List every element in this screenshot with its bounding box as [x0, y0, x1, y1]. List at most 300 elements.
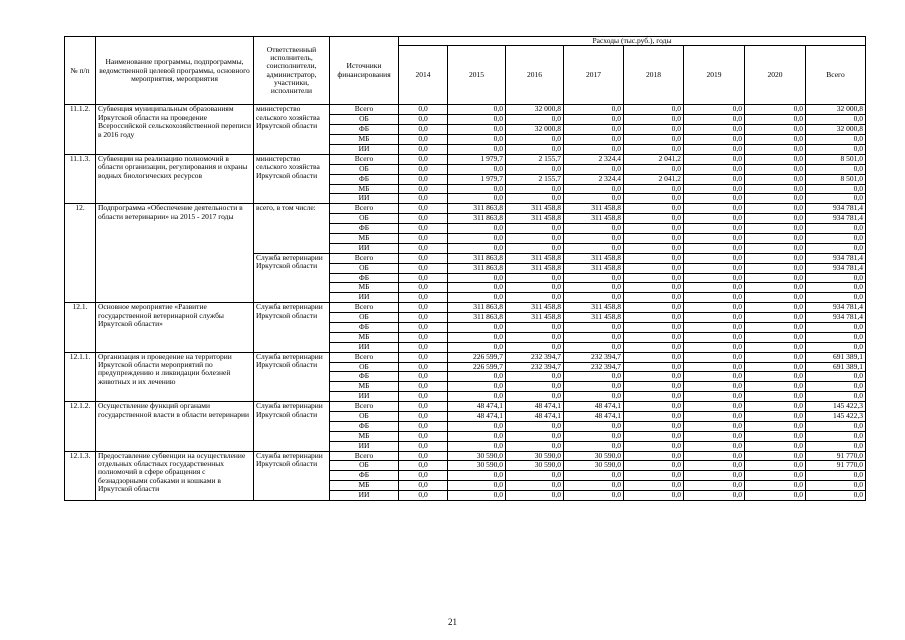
row-value: 311 863,8 [448, 303, 506, 313]
row-responsible: Служба ветеринарии Иркутской области [254, 253, 330, 302]
row-value: 0,0 [684, 382, 745, 392]
row-source: МБ [330, 481, 399, 491]
row-value: 0,0 [745, 382, 806, 392]
row-value: 0,0 [745, 421, 806, 431]
row-value: 0,0 [684, 204, 745, 214]
row-source: ФБ [330, 224, 399, 234]
row-name: Основное мероприятие «Развитие государственной ветеринарной службы Иркутской области» [96, 303, 254, 352]
row-value: 311 863,8 [448, 313, 506, 323]
row-value: 0,0 [745, 431, 806, 441]
row-value: 0,0 [624, 303, 684, 313]
row-value: 0,0 [624, 283, 684, 293]
row-value: 0,0 [448, 421, 506, 431]
row-value: 311 458,8 [564, 303, 624, 313]
row-value: 0,0 [624, 135, 684, 145]
row-value: 0,0 [564, 471, 624, 481]
row-value: 2 155,7 [506, 174, 564, 184]
row-value: 0,0 [624, 431, 684, 441]
row-value: 311 458,8 [564, 204, 624, 214]
row-value: 0,0 [564, 125, 624, 135]
row-source: ОБ [330, 263, 399, 273]
row-value: 0,0 [399, 253, 448, 263]
table-row [65, 352, 866, 362]
row-value: 0,0 [399, 421, 448, 431]
row-source: ИИ [330, 194, 399, 204]
row-value: 0,0 [564, 481, 624, 491]
budget-table [64, 36, 866, 501]
row-value: 311 863,8 [448, 253, 506, 263]
row-value: 0,0 [624, 184, 684, 194]
row-value: 48 474,1 [564, 412, 624, 422]
row-value: 0,0 [684, 451, 745, 461]
row-value: 0,0 [399, 204, 448, 214]
row-value: 2 041,2 [624, 174, 684, 184]
row-value: 0,0 [448, 283, 506, 293]
row-value: 0,0 [564, 491, 624, 501]
row-value: 0,0 [684, 481, 745, 491]
row-value: 0,0 [745, 194, 806, 204]
row-value: 0,0 [745, 233, 806, 243]
row-source: Всего [330, 154, 399, 164]
row-total: 0,0 [806, 332, 866, 342]
row-value: 0,0 [399, 412, 448, 422]
row-value: 0,0 [684, 402, 745, 412]
row-value: 0,0 [506, 283, 564, 293]
row-value: 48 474,1 [448, 412, 506, 422]
header-year: 2014 [399, 46, 448, 105]
row-value: 0,0 [506, 243, 564, 253]
row-value: 0,0 [684, 253, 745, 263]
row-value: 226 599,7 [448, 352, 506, 362]
row-value: 0,0 [564, 441, 624, 451]
row-value: 311 458,8 [506, 303, 564, 313]
row-value: 0,0 [684, 392, 745, 402]
row-value: 0,0 [399, 115, 448, 125]
row-responsible: министерство сельского хозяйства Иркутской области [254, 154, 330, 203]
row-value: 0,0 [564, 224, 624, 234]
row-source: ОБ [330, 164, 399, 174]
header-year: 2015 [448, 46, 506, 105]
row-total: 145 422,3 [806, 412, 866, 422]
row-value: 0,0 [399, 461, 448, 471]
row-value: 226 599,7 [448, 362, 506, 372]
row-value: 0,0 [624, 115, 684, 125]
row-source: ОБ [330, 412, 399, 422]
row-value: 0,0 [745, 243, 806, 253]
row-total: 934 781,4 [806, 204, 866, 214]
row-value: 0,0 [564, 233, 624, 243]
row-source: ОБ [330, 214, 399, 224]
row-value: 0,0 [506, 164, 564, 174]
row-value: 0,0 [399, 372, 448, 382]
row-name: Субвенции на реализацию полномочий в области организации, регулирования и охраны водных биологических ресурсов [96, 154, 254, 203]
row-responsible: всего, в том числе: [254, 204, 330, 253]
row-value: 0,0 [564, 421, 624, 431]
row-value: 0,0 [564, 322, 624, 332]
row-responsible: Служба ветеринарии Иркутской области [254, 451, 330, 500]
row-value: 0,0 [399, 441, 448, 451]
row-value: 0,0 [624, 322, 684, 332]
row-value: 0,0 [448, 115, 506, 125]
row-value: 0,0 [684, 352, 745, 362]
row-value: 0,0 [624, 481, 684, 491]
row-source: Всего [330, 253, 399, 263]
row-value: 0,0 [624, 461, 684, 471]
row-value: 0,0 [745, 204, 806, 214]
row-value: 0,0 [448, 224, 506, 234]
row-value: 0,0 [624, 224, 684, 234]
row-value: 0,0 [399, 263, 448, 273]
row-value: 0,0 [564, 283, 624, 293]
header-num: № п/п [65, 37, 96, 105]
row-code: 12. [65, 204, 96, 303]
row-value: 0,0 [399, 273, 448, 283]
row-value: 0,0 [745, 342, 806, 352]
row-value: 0,0 [684, 214, 745, 224]
row-value: 0,0 [624, 204, 684, 214]
header-total: Всего [806, 46, 866, 105]
row-value: 311 458,8 [564, 214, 624, 224]
row-total: 934 781,4 [806, 214, 866, 224]
row-value: 311 458,8 [506, 263, 564, 273]
row-value: 0,0 [564, 144, 624, 154]
table-body [65, 105, 866, 501]
row-source: ИИ [330, 144, 399, 154]
row-value: 0,0 [624, 243, 684, 253]
row-value: 0,0 [399, 125, 448, 135]
row-value: 0,0 [745, 313, 806, 323]
row-total: 0,0 [806, 421, 866, 431]
row-value: 2 324,4 [564, 154, 624, 164]
row-value: 232 394,7 [564, 352, 624, 362]
row-value: 0,0 [448, 481, 506, 491]
row-value: 0,0 [745, 174, 806, 184]
row-value: 0,0 [399, 313, 448, 323]
row-value: 0,0 [745, 362, 806, 372]
row-value: 0,0 [448, 293, 506, 303]
row-value: 30 590,0 [448, 461, 506, 471]
budget-table-page [64, 36, 865, 501]
row-value: 0,0 [745, 214, 806, 224]
row-value: 0,0 [399, 481, 448, 491]
row-total: 934 781,4 [806, 263, 866, 273]
row-value: 0,0 [624, 194, 684, 204]
row-value: 0,0 [506, 273, 564, 283]
row-total: 0,0 [806, 342, 866, 352]
row-value: 0,0 [448, 431, 506, 441]
row-total: 691 389,1 [806, 352, 866, 362]
row-source: МБ [330, 184, 399, 194]
row-code: 11.1.3. [65, 154, 96, 203]
row-value: 0,0 [399, 471, 448, 481]
row-value: 0,0 [624, 214, 684, 224]
row-value: 0,0 [506, 431, 564, 441]
row-value: 0,0 [624, 253, 684, 263]
row-source: Всего [330, 402, 399, 412]
row-value: 0,0 [448, 332, 506, 342]
header-year: 2019 [684, 46, 745, 105]
row-value: 0,0 [564, 293, 624, 303]
row-value: 0,0 [506, 471, 564, 481]
row-total: 934 781,4 [806, 253, 866, 263]
row-value: 0,0 [399, 214, 448, 224]
row-value: 0,0 [684, 194, 745, 204]
row-value: 0,0 [745, 372, 806, 382]
row-total: 0,0 [806, 322, 866, 332]
row-value: 0,0 [624, 392, 684, 402]
row-value: 0,0 [564, 273, 624, 283]
row-name: Предоставление субвенции на осуществление отдельных областных государственных полномочий в сфере обращения с безнадзорными собаками и кошками в Иркутской области [96, 451, 254, 500]
row-value: 0,0 [564, 372, 624, 382]
row-value: 0,0 [564, 431, 624, 441]
row-value: 0,0 [448, 184, 506, 194]
row-value: 0,0 [506, 491, 564, 501]
row-value: 0,0 [506, 293, 564, 303]
row-value: 0,0 [399, 233, 448, 243]
table-row [65, 154, 866, 164]
row-value: 0,0 [399, 392, 448, 402]
row-total: 32 000,8 [806, 105, 866, 115]
row-total: 0,0 [806, 382, 866, 392]
table-row [65, 204, 866, 214]
row-value: 0,0 [399, 402, 448, 412]
row-source: ФБ [330, 471, 399, 481]
row-value: 0,0 [684, 372, 745, 382]
row-value: 232 394,7 [564, 362, 624, 372]
row-responsible: Служба ветеринарии Иркутской области [254, 303, 330, 352]
row-source: Всего [330, 352, 399, 362]
row-value: 0,0 [506, 194, 564, 204]
row-source: МБ [330, 431, 399, 441]
row-value: 0,0 [624, 491, 684, 501]
row-value: 0,0 [684, 164, 745, 174]
row-value: 0,0 [399, 144, 448, 154]
row-value: 0,0 [624, 164, 684, 174]
row-value: 0,0 [684, 431, 745, 441]
row-value: 311 863,8 [448, 214, 506, 224]
row-value: 0,0 [564, 115, 624, 125]
row-value: 0,0 [684, 243, 745, 253]
row-value: 0,0 [506, 224, 564, 234]
row-source: МБ [330, 135, 399, 145]
row-source: ИИ [330, 243, 399, 253]
row-total: 0,0 [806, 224, 866, 234]
row-value: 0,0 [399, 303, 448, 313]
row-source: МБ [330, 332, 399, 342]
row-value: 0,0 [624, 105, 684, 115]
row-value: 30 590,0 [506, 451, 564, 461]
row-source: ОБ [330, 313, 399, 323]
row-value: 0,0 [564, 392, 624, 402]
row-value: 0,0 [684, 135, 745, 145]
row-value: 0,0 [624, 342, 684, 352]
row-value: 0,0 [684, 313, 745, 323]
row-value: 0,0 [745, 224, 806, 234]
table-header [65, 37, 866, 105]
row-total: 0,0 [806, 491, 866, 501]
row-value: 0,0 [564, 164, 624, 174]
row-value: 0,0 [684, 105, 745, 115]
row-value: 32 000,8 [506, 105, 564, 115]
row-total: 8 501,0 [806, 154, 866, 164]
row-responsible: Служба ветеринарии Иркутской области [254, 352, 330, 401]
row-value: 0,0 [506, 144, 564, 154]
row-value: 0,0 [745, 352, 806, 362]
row-value: 48 474,1 [506, 412, 564, 422]
page-number: 21 [448, 617, 457, 627]
row-value: 0,0 [684, 303, 745, 313]
row-total: 91 770,0 [806, 451, 866, 461]
row-value: 0,0 [399, 431, 448, 441]
row-value: 0,0 [399, 362, 448, 372]
row-value: 0,0 [564, 332, 624, 342]
row-value: 0,0 [684, 233, 745, 243]
row-value: 0,0 [745, 125, 806, 135]
row-value: 0,0 [448, 144, 506, 154]
row-value: 0,0 [399, 451, 448, 461]
row-value: 0,0 [624, 372, 684, 382]
row-value: 0,0 [506, 233, 564, 243]
row-value: 0,0 [745, 441, 806, 451]
row-value: 0,0 [399, 135, 448, 145]
row-code: 12.1.2. [65, 402, 96, 451]
row-value: 0,0 [745, 402, 806, 412]
header-year: 2017 [564, 46, 624, 105]
row-value: 0,0 [448, 392, 506, 402]
row-total: 0,0 [806, 233, 866, 243]
row-value: 2 155,7 [506, 154, 564, 164]
row-total: 0,0 [806, 164, 866, 174]
row-value: 0,0 [448, 135, 506, 145]
row-value: 0,0 [684, 174, 745, 184]
row-value: 0,0 [448, 372, 506, 382]
row-value: 0,0 [448, 342, 506, 352]
row-value: 0,0 [506, 135, 564, 145]
row-value: 0,0 [745, 461, 806, 471]
row-value: 311 458,8 [564, 263, 624, 273]
header-responsible: Ответственный исполнитель, соисполнители, администратор, участники, исполнители [254, 37, 330, 105]
row-value: 0,0 [684, 471, 745, 481]
row-value: 0,0 [684, 115, 745, 125]
row-name: Субвенция муниципальным образованиям Иркутской области на проведение Всероссийской сельскохозяйственной переписи в 2016 году [96, 105, 254, 154]
table-row [65, 402, 866, 412]
row-name: Осуществление функций органами государственной власти в области ветеринарии [96, 402, 254, 451]
header-source: Источники финансирования [330, 37, 399, 105]
row-value: 0,0 [506, 342, 564, 352]
row-value: 311 863,8 [448, 204, 506, 214]
row-value: 0,0 [684, 224, 745, 234]
row-source: ФБ [330, 322, 399, 332]
row-value: 0,0 [745, 184, 806, 194]
row-total: 32 000,8 [806, 125, 866, 135]
row-name: Организация и проведение на территории Иркутской области мероприятий по предупреждению и ликвидации болезней животных и их лечению [96, 352, 254, 401]
row-value: 0,0 [684, 362, 745, 372]
table-row [65, 451, 866, 461]
row-value: 311 458,8 [506, 313, 564, 323]
row-total: 91 770,0 [806, 461, 866, 471]
row-value: 311 458,8 [506, 253, 564, 263]
row-value: 0,0 [684, 184, 745, 194]
row-value: 0,0 [624, 421, 684, 431]
row-value: 0,0 [399, 293, 448, 303]
row-value: 0,0 [684, 263, 745, 273]
row-value: 0,0 [745, 115, 806, 125]
row-value: 0,0 [564, 194, 624, 204]
row-value: 0,0 [745, 164, 806, 174]
row-value: 0,0 [448, 441, 506, 451]
row-value: 48 474,1 [448, 402, 506, 412]
row-value: 0,0 [399, 174, 448, 184]
row-value: 30 590,0 [448, 451, 506, 461]
row-code: 12.1.3. [65, 451, 96, 500]
row-total: 0,0 [806, 115, 866, 125]
row-value: 0,0 [399, 342, 448, 352]
row-value: 30 590,0 [564, 461, 624, 471]
row-value: 0,0 [624, 313, 684, 323]
row-value: 0,0 [745, 283, 806, 293]
row-value: 0,0 [399, 154, 448, 164]
row-value: 311 458,8 [506, 214, 564, 224]
row-total: 934 781,4 [806, 303, 866, 313]
row-value: 0,0 [506, 441, 564, 451]
row-value: 0,0 [745, 154, 806, 164]
row-value: 0,0 [745, 481, 806, 491]
row-value: 0,0 [506, 382, 564, 392]
row-value: 0,0 [624, 362, 684, 372]
row-value: 0,0 [684, 144, 745, 154]
row-value: 48 474,1 [506, 402, 564, 412]
row-source: МБ [330, 233, 399, 243]
row-value: 0,0 [624, 332, 684, 342]
row-value: 0,0 [399, 194, 448, 204]
row-value: 0,0 [684, 332, 745, 342]
header-name: Наименование программы, подпрограммы, ведомственной целевой программы, основного мероприятия, мероприятия [96, 37, 254, 105]
row-value: 0,0 [745, 144, 806, 154]
row-value: 2 041,2 [624, 154, 684, 164]
row-value: 0,0 [399, 352, 448, 362]
row-value: 0,0 [745, 392, 806, 402]
row-source: ФБ [330, 174, 399, 184]
row-value: 1 979,7 [448, 154, 506, 164]
row-source: ФБ [330, 125, 399, 135]
row-value: 0,0 [506, 322, 564, 332]
row-value: 0,0 [564, 382, 624, 392]
row-source: ОБ [330, 362, 399, 372]
row-total: 0,0 [806, 194, 866, 204]
row-value: 0,0 [399, 105, 448, 115]
row-value: 0,0 [684, 441, 745, 451]
table-row [65, 105, 866, 115]
row-code: 12.1. [65, 303, 96, 352]
row-value: 0,0 [448, 243, 506, 253]
row-value: 0,0 [506, 184, 564, 194]
row-value: 0,0 [506, 421, 564, 431]
row-source: МБ [330, 283, 399, 293]
row-value: 1 979,7 [448, 174, 506, 184]
row-source: Всего [330, 303, 399, 313]
row-value: 0,0 [745, 293, 806, 303]
row-value: 0,0 [745, 491, 806, 501]
row-value: 0,0 [624, 352, 684, 362]
row-value: 0,0 [684, 342, 745, 352]
row-total: 0,0 [806, 293, 866, 303]
row-total: 0,0 [806, 135, 866, 145]
row-value: 0,0 [399, 332, 448, 342]
row-value: 0,0 [684, 125, 745, 135]
row-value: 2 324,4 [564, 174, 624, 184]
row-source: ИИ [330, 293, 399, 303]
row-value: 0,0 [564, 342, 624, 352]
